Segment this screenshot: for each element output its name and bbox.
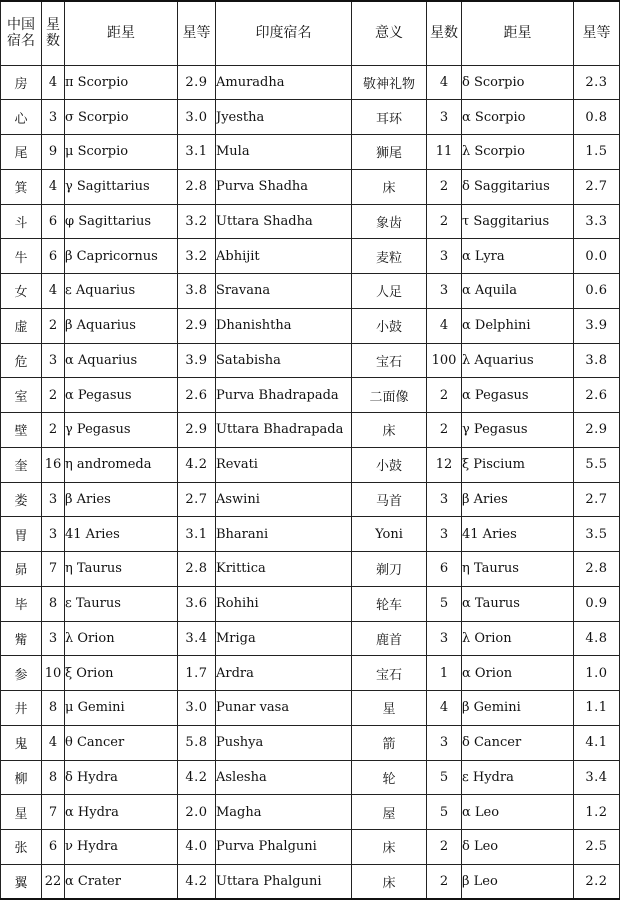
star-count-b-cell: 2	[427, 864, 462, 899]
indian-mansion-cell: Krittica	[216, 552, 352, 587]
header-mag-a: 星等	[178, 1, 216, 65]
table-row	[1, 760, 620, 795]
determinative-star-b-cell: 41 Aries	[462, 517, 574, 552]
determinative-star-a-cell: θ Cancer	[65, 725, 178, 760]
determinative-star-b-cell: α Orion	[462, 656, 574, 691]
star-count-a-cell: 6	[42, 830, 65, 865]
table-row	[1, 586, 620, 621]
meaning-cell: 人足	[352, 274, 427, 309]
header-count-a: 星数	[42, 1, 65, 65]
determinative-star-a-cell: η Taurus	[65, 552, 178, 587]
indian-mansion-cell: Bharani	[216, 517, 352, 552]
meaning-cell: 马首	[352, 482, 427, 517]
indian-mansion-cell: Amuradha	[216, 65, 352, 100]
meaning-cell: 轮	[352, 760, 427, 795]
determinative-star-b-cell: τ Saggitarius	[462, 204, 574, 239]
table-row	[1, 308, 620, 343]
star-count-b-cell: 1	[427, 656, 462, 691]
meaning-cell: 床	[352, 413, 427, 448]
magnitude-b-cell: 4.1	[574, 725, 620, 760]
meaning-cell: 轮车	[352, 586, 427, 621]
header-row	[1, 1, 620, 65]
star-count-b-cell: 3	[427, 517, 462, 552]
header-star-a: 距星	[65, 1, 178, 65]
determinative-star-b-cell: α Aquila	[462, 274, 574, 309]
magnitude-a-cell: 3.2	[178, 204, 216, 239]
meaning-cell: 狮尾	[352, 135, 427, 170]
cn-mansion-cell: 壁	[1, 413, 42, 448]
cn-mansion-cell: 女	[1, 274, 42, 309]
magnitude-a-cell: 4.2	[178, 864, 216, 899]
header-mag-b: 星等	[574, 1, 620, 65]
star-count-b-cell: 2	[427, 378, 462, 413]
determinative-star-a-cell: β Aries	[65, 482, 178, 517]
determinative-star-b-cell: β Gemini	[462, 691, 574, 726]
determinative-star-a-cell: ν Hydra	[65, 830, 178, 865]
magnitude-b-cell: 0.9	[574, 586, 620, 621]
determinative-star-b-cell: α Lyra	[462, 239, 574, 274]
cn-mansion-cell: 鬼	[1, 725, 42, 760]
magnitude-b-cell: 3.4	[574, 760, 620, 795]
determinative-star-a-cell: β Capricornus	[65, 239, 178, 274]
determinative-star-b-cell: λ Orion	[462, 621, 574, 656]
star-count-a-cell: 10	[42, 656, 65, 691]
table-row	[1, 239, 620, 274]
determinative-star-b-cell: λ Scorpio	[462, 135, 574, 170]
determinative-star-b-cell: δ Scorpio	[462, 65, 574, 100]
indian-mansion-cell: Purva Bhadrapada	[216, 378, 352, 413]
meaning-cell: 宝石	[352, 343, 427, 378]
magnitude-a-cell: 3.9	[178, 343, 216, 378]
header-star-b: 距星	[462, 1, 574, 65]
star-count-b-cell: 6	[427, 552, 462, 587]
magnitude-b-cell: 4.8	[574, 621, 620, 656]
table-row	[1, 204, 620, 239]
determinative-star-a-cell: α Crater	[65, 864, 178, 899]
determinative-star-b-cell: η Taurus	[462, 552, 574, 587]
determinative-star-b-cell: α Scorpio	[462, 100, 574, 135]
magnitude-b-cell: 3.9	[574, 308, 620, 343]
star-count-b-cell: 100	[427, 343, 462, 378]
determinative-star-a-cell: π Scorpio	[65, 65, 178, 100]
determinative-star-a-cell: γ Pegasus	[65, 413, 178, 448]
magnitude-b-cell: 2.5	[574, 830, 620, 865]
magnitude-a-cell: 3.1	[178, 135, 216, 170]
indian-mansion-cell: Pushya	[216, 725, 352, 760]
meaning-cell: 二面像	[352, 378, 427, 413]
cn-mansion-cell: 室	[1, 378, 42, 413]
meaning-cell: 小鼓	[352, 308, 427, 343]
magnitude-a-cell: 2.8	[178, 169, 216, 204]
cn-mansion-cell: 娄	[1, 482, 42, 517]
star-count-b-cell: 4	[427, 691, 462, 726]
cn-mansion-cell: 觜	[1, 621, 42, 656]
star-count-a-cell: 22	[42, 864, 65, 899]
star-count-a-cell: 3	[42, 517, 65, 552]
magnitude-b-cell: 3.5	[574, 517, 620, 552]
star-count-a-cell: 3	[42, 621, 65, 656]
table-row	[1, 135, 620, 170]
magnitude-b-cell: 1.5	[574, 135, 620, 170]
star-count-a-cell: 3	[42, 343, 65, 378]
cn-mansion-cell: 尾	[1, 135, 42, 170]
magnitude-a-cell: 3.1	[178, 517, 216, 552]
meaning-cell: 箭	[352, 725, 427, 760]
meaning-cell: 耳环	[352, 100, 427, 135]
magnitude-a-cell: 2.9	[178, 413, 216, 448]
table-row	[1, 274, 620, 309]
meaning-cell: 床	[352, 830, 427, 865]
determinative-star-a-cell: φ Sagittarius	[65, 204, 178, 239]
magnitude-b-cell: 2.6	[574, 378, 620, 413]
cn-mansion-cell: 翼	[1, 864, 42, 899]
indian-mansion-cell: Mula	[216, 135, 352, 170]
table-row	[1, 65, 620, 100]
star-count-a-cell: 3	[42, 100, 65, 135]
cn-mansion-cell: 井	[1, 691, 42, 726]
magnitude-a-cell: 2.9	[178, 65, 216, 100]
determinative-star-a-cell: ξ Orion	[65, 656, 178, 691]
magnitude-a-cell: 4.2	[178, 760, 216, 795]
table-body	[1, 65, 620, 899]
cn-mansion-cell: 奎	[1, 447, 42, 482]
header-cn-mansion: 中国宿名	[1, 1, 42, 65]
magnitude-b-cell: 1.2	[574, 795, 620, 830]
table-row	[1, 100, 620, 135]
indian-mansion-cell: Uttara Bhadrapada	[216, 413, 352, 448]
magnitude-b-cell: 5.5	[574, 447, 620, 482]
magnitude-b-cell: 2.3	[574, 65, 620, 100]
cn-mansion-cell: 张	[1, 830, 42, 865]
magnitude-a-cell: 3.2	[178, 239, 216, 274]
magnitude-a-cell: 3.0	[178, 100, 216, 135]
meaning-cell: 敬神礼物	[352, 65, 427, 100]
determinative-star-b-cell: ε Hydra	[462, 760, 574, 795]
star-count-b-cell: 11	[427, 135, 462, 170]
table-row	[1, 552, 620, 587]
determinative-star-b-cell: α Taurus	[462, 586, 574, 621]
determinative-star-b-cell: γ Pegasus	[462, 413, 574, 448]
meaning-cell: Yoni	[352, 517, 427, 552]
determinative-star-b-cell: λ Aquarius	[462, 343, 574, 378]
meaning-cell: 床	[352, 169, 427, 204]
table-row	[1, 343, 620, 378]
determinative-star-a-cell: η andromeda	[65, 447, 178, 482]
determinative-star-b-cell: β Aries	[462, 482, 574, 517]
table-row	[1, 482, 620, 517]
star-count-b-cell: 3	[427, 239, 462, 274]
magnitude-b-cell: 1.1	[574, 691, 620, 726]
table-row	[1, 795, 620, 830]
table-row	[1, 830, 620, 865]
determinative-star-b-cell: α Leo	[462, 795, 574, 830]
magnitude-a-cell: 3.6	[178, 586, 216, 621]
determinative-star-a-cell: α Hydra	[65, 795, 178, 830]
star-count-b-cell: 5	[427, 760, 462, 795]
magnitude-a-cell: 2.6	[178, 378, 216, 413]
indian-mansion-cell: Ardra	[216, 656, 352, 691]
determinative-star-a-cell: γ Sagittarius	[65, 169, 178, 204]
cn-mansion-cell: 危	[1, 343, 42, 378]
magnitude-a-cell: 5.8	[178, 725, 216, 760]
cn-mansion-cell: 箕	[1, 169, 42, 204]
indian-mansion-cell: Mriga	[216, 621, 352, 656]
star-count-a-cell: 4	[42, 65, 65, 100]
determinative-star-b-cell: δ Cancer	[462, 725, 574, 760]
table-row	[1, 691, 620, 726]
star-count-a-cell: 9	[42, 135, 65, 170]
header-indian-name: 印度宿名	[216, 1, 352, 65]
meaning-cell: 宝石	[352, 656, 427, 691]
determinative-star-b-cell: α Pegasus	[462, 378, 574, 413]
meaning-cell: 小鼓	[352, 447, 427, 482]
meaning-cell: 屋	[352, 795, 427, 830]
star-count-b-cell: 3	[427, 100, 462, 135]
star-count-b-cell: 5	[427, 586, 462, 621]
indian-mansion-cell: Revati	[216, 447, 352, 482]
star-count-a-cell: 7	[42, 552, 65, 587]
determinative-star-b-cell: β Leo	[462, 864, 574, 899]
meaning-cell: 星	[352, 691, 427, 726]
star-count-b-cell: 3	[427, 482, 462, 517]
cn-mansion-cell: 昴	[1, 552, 42, 587]
magnitude-a-cell: 4.2	[178, 447, 216, 482]
determinative-star-a-cell: δ Hydra	[65, 760, 178, 795]
magnitude-a-cell: 2.8	[178, 552, 216, 587]
determinative-star-a-cell: 41 Aries	[65, 517, 178, 552]
star-count-b-cell: 2	[427, 413, 462, 448]
cn-mansion-cell: 房	[1, 65, 42, 100]
determinative-star-a-cell: α Pegasus	[65, 378, 178, 413]
determinative-star-a-cell: ε Taurus	[65, 586, 178, 621]
table-row	[1, 725, 620, 760]
indian-mansion-cell: Aswini	[216, 482, 352, 517]
cn-mansion-cell: 胃	[1, 517, 42, 552]
determinative-star-a-cell: ε Aquarius	[65, 274, 178, 309]
magnitude-a-cell: 3.8	[178, 274, 216, 309]
star-count-a-cell: 6	[42, 239, 65, 274]
determinative-star-a-cell: μ Gemini	[65, 691, 178, 726]
magnitude-b-cell: 2.9	[574, 413, 620, 448]
table-row	[1, 169, 620, 204]
cn-mansion-cell: 虚	[1, 308, 42, 343]
star-count-b-cell: 2	[427, 830, 462, 865]
star-count-a-cell: 2	[42, 413, 65, 448]
table-row	[1, 656, 620, 691]
indian-mansion-cell: Satabisha	[216, 343, 352, 378]
magnitude-a-cell: 4.0	[178, 830, 216, 865]
magnitude-a-cell: 2.0	[178, 795, 216, 830]
determinative-star-a-cell: λ Orion	[65, 621, 178, 656]
header-meaning: 意义	[352, 1, 427, 65]
magnitude-a-cell: 2.9	[178, 308, 216, 343]
star-count-a-cell: 8	[42, 586, 65, 621]
magnitude-a-cell: 3.4	[178, 621, 216, 656]
determinative-star-b-cell: δ Leo	[462, 830, 574, 865]
star-count-a-cell: 2	[42, 308, 65, 343]
meaning-cell: 象齿	[352, 204, 427, 239]
star-count-a-cell: 8	[42, 691, 65, 726]
magnitude-a-cell: 2.7	[178, 482, 216, 517]
star-count-b-cell: 5	[427, 795, 462, 830]
indian-mansion-cell: Rohihi	[216, 586, 352, 621]
determinative-star-a-cell: α Aquarius	[65, 343, 178, 378]
magnitude-b-cell: 2.2	[574, 864, 620, 899]
magnitude-b-cell: 3.3	[574, 204, 620, 239]
table-row	[1, 447, 620, 482]
star-count-a-cell: 4	[42, 725, 65, 760]
star-count-b-cell: 4	[427, 308, 462, 343]
star-count-b-cell: 4	[427, 65, 462, 100]
indian-mansion-cell: Uttara Shadha	[216, 204, 352, 239]
cn-mansion-cell: 牛	[1, 239, 42, 274]
table-row	[1, 517, 620, 552]
star-count-b-cell: 3	[427, 621, 462, 656]
meaning-cell: 鹿首	[352, 621, 427, 656]
star-count-b-cell: 3	[427, 274, 462, 309]
indian-mansion-cell: Purva Shadha	[216, 169, 352, 204]
magnitude-b-cell: 2.7	[574, 482, 620, 517]
magnitude-b-cell: 0.0	[574, 239, 620, 274]
star-count-b-cell: 12	[427, 447, 462, 482]
star-count-a-cell: 16	[42, 447, 65, 482]
cn-mansion-cell: 毕	[1, 586, 42, 621]
meaning-cell: 剃刀	[352, 552, 427, 587]
indian-mansion-cell: Dhanishtha	[216, 308, 352, 343]
star-count-a-cell: 8	[42, 760, 65, 795]
indian-mansion-cell: Uttara Phalguni	[216, 864, 352, 899]
magnitude-b-cell: 0.8	[574, 100, 620, 135]
cn-mansion-cell: 心	[1, 100, 42, 135]
table-row	[1, 378, 620, 413]
star-count-b-cell: 3	[427, 725, 462, 760]
meaning-cell: 床	[352, 864, 427, 899]
star-count-a-cell: 4	[42, 274, 65, 309]
table-row	[1, 621, 620, 656]
determinative-star-a-cell: β Aquarius	[65, 308, 178, 343]
magnitude-b-cell: 2.7	[574, 169, 620, 204]
header-count-b: 星数	[427, 1, 462, 65]
star-count-a-cell: 7	[42, 795, 65, 830]
indian-mansion-cell: Purva Phalguni	[216, 830, 352, 865]
star-count-a-cell: 2	[42, 378, 65, 413]
star-count-b-cell: 2	[427, 204, 462, 239]
table-row	[1, 864, 620, 899]
indian-mansion-cell: Sravana	[216, 274, 352, 309]
indian-mansion-cell: Magha	[216, 795, 352, 830]
star-count-a-cell: 3	[42, 482, 65, 517]
cn-mansion-cell: 参	[1, 656, 42, 691]
star-count-b-cell: 2	[427, 169, 462, 204]
indian-mansion-cell: Aslesha	[216, 760, 352, 795]
cn-mansion-cell: 星	[1, 795, 42, 830]
star-count-a-cell: 6	[42, 204, 65, 239]
determinative-star-b-cell: δ Saggitarius	[462, 169, 574, 204]
indian-mansion-cell: Punar vasa	[216, 691, 352, 726]
cn-mansion-cell: 斗	[1, 204, 42, 239]
table-row	[1, 413, 620, 448]
star-count-a-cell: 4	[42, 169, 65, 204]
magnitude-b-cell: 1.0	[574, 656, 620, 691]
magnitude-b-cell: 3.8	[574, 343, 620, 378]
meaning-cell: 麦粒	[352, 239, 427, 274]
magnitude-a-cell: 1.7	[178, 656, 216, 691]
determinative-star-a-cell: σ Scorpio	[65, 100, 178, 135]
cn-mansion-cell: 柳	[1, 760, 42, 795]
magnitude-a-cell: 3.0	[178, 691, 216, 726]
indian-mansion-cell: Abhijit	[216, 239, 352, 274]
determinative-star-b-cell: α Delphini	[462, 308, 574, 343]
magnitude-b-cell: 0.6	[574, 274, 620, 309]
determinative-star-a-cell: μ Scorpio	[65, 135, 178, 170]
determinative-star-b-cell: ξ Piscium	[462, 447, 574, 482]
magnitude-b-cell: 2.8	[574, 552, 620, 587]
indian-mansion-cell: Jyestha	[216, 100, 352, 135]
